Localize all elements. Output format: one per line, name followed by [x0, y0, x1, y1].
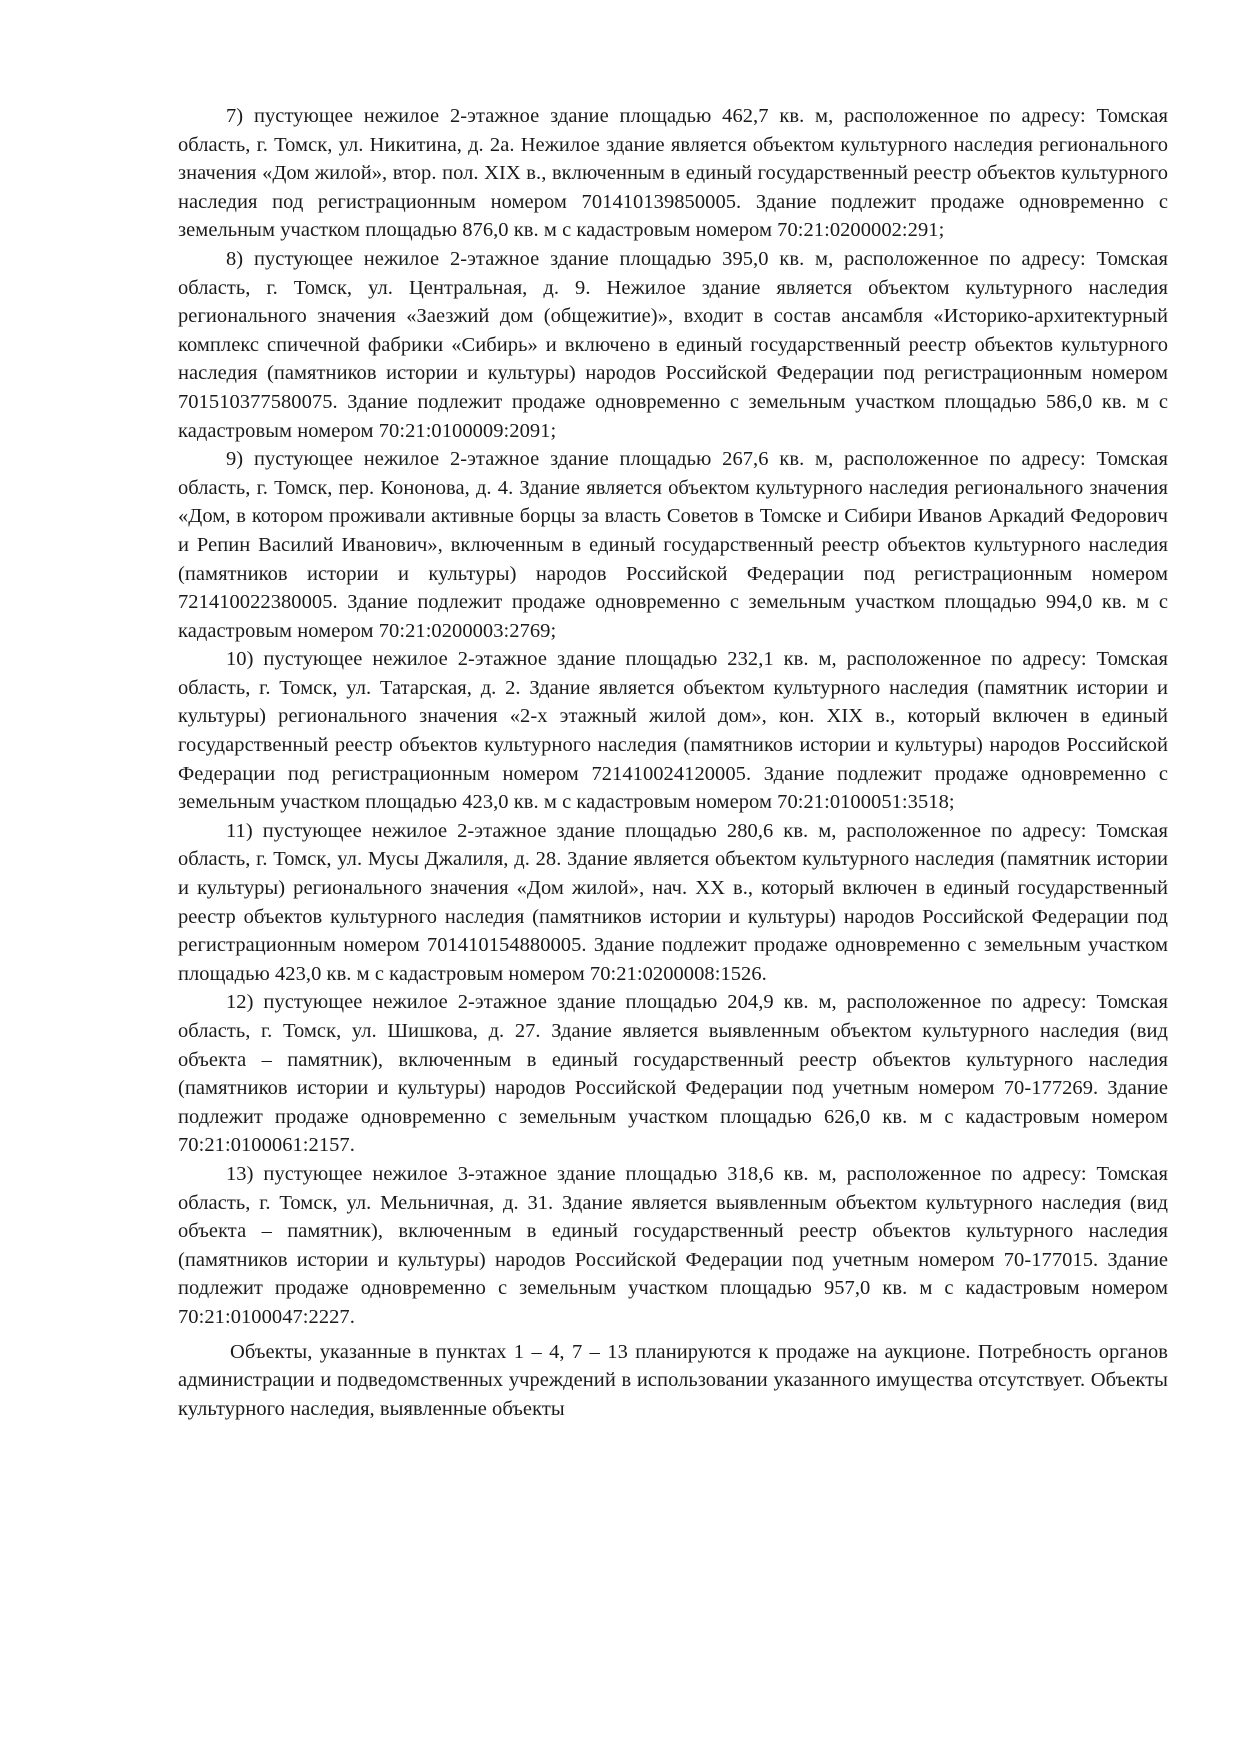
list-item-12: 12) пустующее нежилое 2-этажное здание площадью 204,9 кв. м, расположенное по адресу: Томская область, г. Томск, ул. Шишкова, д. 27. Здание является выявленным объектом культурного наследия (вид объекта – памятник), включенным в единый государственный реестр объектов культурного наследия (памятников истории и культуры) народов Российской Федерации под учетным номером 70-177269. Здание подлежит продаже одновременно с земельным участком площадью 626,0 кв. м с кадастровым номером 70:21:0100061:2157.: [178, 991, 1168, 1157]
list-item-10: 10) пустующее нежилое 2-этажное здание площадью 232,1 кв. м, расположенное по адресу: Томская область, г. Томск, ул. Татарская, д. 2. Здание является объектом культурного наследия (памятник истории и культуры) регионального значения «2-х этажный жилой дом», кон. XIX в., который включен в единый государственный реестр объектов культурного наследия (памятников истории и культуры) народов Российской Федерации под регистрационным номером 721410024120005. Здание подлежит продаже одновременно с земельным участком площадью 423,0 кв. м с кадастровым номером 70:21:0100051:3518;: [178, 648, 1168, 814]
list-item-8: 8) пустующее нежилое 2-этажное здание площадью 395,0 кв. м, расположенное по адресу: Томская область, г. Томск, ул. Центральная, д. 9. Нежилое здание является объектом культурного наследия регионального значения «Заезжий дом (общежитие)», входит в состав ансамбля «Историко-архитектурный комплекс спичечной фабрики «Сибирь» и включено в единый государственный реестр объектов культурного наследия (памятников истории и культуры) народов Российской Федерации под регистрационным номером 701510377580075. Здание подлежит продаже одновременно с земельным участком площадью 586,0 кв. м с кадастровым номером 70:21:0100009:2091;: [178, 247, 1168, 442]
closing-paragraph: Объекты, указанные в пунктах 1 – 4, 7 – 13 планируются к продаже на аукционе. Потребность органов администрации и подведомственных учреждений в использовании указанного имущества отсутствует. Объекты культурного наследия, выявленные объекты: [178, 1340, 1168, 1420]
document-body: [178, 102, 1168, 1423]
list-item-13: 13) пустующее нежилое 3-этажное здание площадью 318,6 кв. м, расположенное по адресу: Томская область, г. Томск, ул. Мельничная, д. 31. Здание является выявленным объектом культурного наследия (вид объекта – памятник), включенным в единый государственный реестр объектов культурного наследия (памятников истории и культуры) народов Российской Федерации под учетным номером 70-177015. Здание подлежит продаже одновременно с земельным участком площадью 957,0 кв. м с кадастровым номером 70:21:0100047:2227.: [178, 1162, 1168, 1328]
list-item-11: 11) пустующее нежилое 2-этажное здание площадью 280,6 кв. м, расположенное по адресу: Томская область, г. Томск, ул. Мусы Джалиля, д. 28. Здание является объектом культурного наследия (памятник истории и культуры) регионального значения «Дом жилой», нач. XX в., который включен в единый государственный реестр объектов культурного наследия (памятников истории и культуры) народов Российской Федерации под регистрационным номером 701410154880005. Здание подлежит продаже одновременно с земельным участком площадью 423,0 кв. м с кадастровым номером 70:21:0200008:1526.: [178, 819, 1168, 985]
list-item-9: 9) пустующее нежилое 2-этажное здание площадью 267,6 кв. м, расположенное по адресу: Томская область, г. Томск, пер. Кононова, д. 4. Здание является объектом культурного наследия регионального значения «Дом, в котором проживали активные борцы за власть Советов в Томске и Сибири Иванов Аркадий Федорович и Репин Василий Иванович», включенным в единый государственный реестр объектов культурного наследия (памятников истории и культуры) народов Российской Федерации под регистрационным номером 721410022380005. Здание подлежит продаже одновременно с земельным участком площадью 994,0 кв. м с кадастровым номером 70:21:0200003:2769;: [178, 448, 1168, 642]
list-item-7: 7) пустующее нежилое 2-этажное здание площадью 462,7 кв. м, расположенное по адресу: Томская область, г. Томск, ул. Никитина, д. 2а. Нежилое здание является объектом культурного наследия регионального значения «Дом жилой», втор. пол. XIX в., включенным в единый государственный реестр объектов культурного наследия под регистрационным номером 701410139850005. Здание подлежит продаже одновременно с земельным участком площадью 876,0 кв. м с кадастровым номером 70:21:0200002:291;: [178, 105, 1168, 242]
